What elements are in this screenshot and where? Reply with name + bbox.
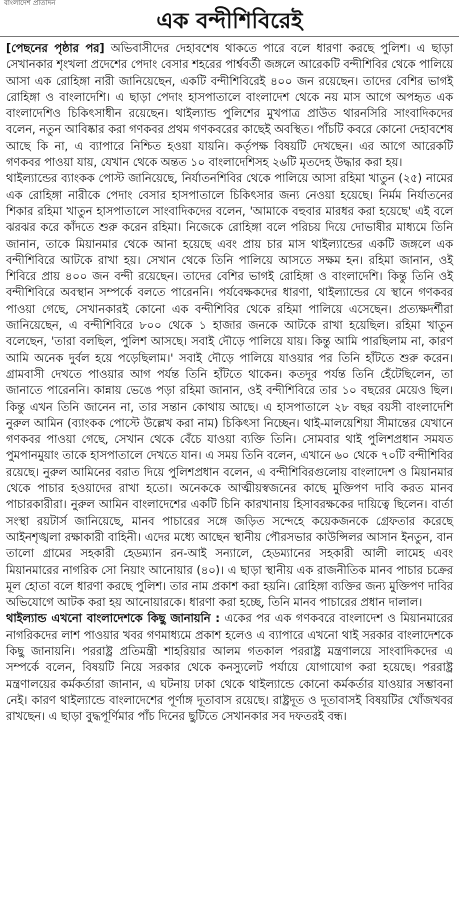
paragraph-1	[6, 41, 453, 171]
paragraph-3	[6, 611, 453, 725]
article-body	[0, 39, 459, 725]
paragraph-1-text: অভিবাসীদের দেহাবশেষ থাকতে পারে বলে ধারণা করছে পুলিশ। এ ছাড়া সেখানকার শৃংখলা প্রদেশের পেদাং বেসার শহরের পার্শ্ববর্তী জঙ্গলে আরেকটি বন্দীশিবির থেকে পালিয়ে আসা এক রোহিঙ্গা নারী জানিয়েছেন, একটি বন্দীশিবিরেই ৪০০ জন রয়েছেন। তাদের বেশির ভাগই রোহিঙ্গা ও বাংলাদেশি। এ ছাড়া পেদাং হাসপাতালে বাংলাদেশ থেকে নয় মাস আগে অপহৃত এক বাংলাদেশিও চিকিৎসাধীন রয়েছেন। থাইল্যান্ড পুলিশের মুখপাত্র প্রাউত থারনসিরি সাংবাদিকদের বলেন, নতুন আবিষ্কার করা গণকবর প্রথম গণকবরের কাছেই অবস্থিত। পাঁচটি কবরে কোনো দেহাবশেষ আছে কি না, এ ব্যাপারে নিশ্চিত হওয়া যায়নি। কর্তৃপক্ষ বিষয়টি দেখছেন। এর আগে আরেকটি গণকবর পাওয়া যায়, যেখান থেকে অন্তত ১০ বাংলাদেশিসহ ২৬টি মৃতদেহ উদ্ধার করা হয়।	[6, 42, 453, 170]
paragraph-3-text: একের পর এক গণকবরে বাংলাদেশ ও মিয়ানমারের নাগরিকদের লাশ পাওয়ার খবর গণমাধ্যমে প্রকাশ হলেও এ ব্যাপারে এখনো থাই সরকার বাংলাদেশকে কিছু জানায়নি। পররাষ্ট্র প্রতিমন্ত্রী শাহরিয়ার আলম গতকাল পররাষ্ট্র মন্ত্রণালয়ে সাংবাদিকদের এ সম্পর্কে বলেন, বিষয়টি নিয়ে সরকার থেকে কনস্যুলেট পর্যায়ে যোগাযোগ করা হয়েছে। পররাষ্ট্র মন্ত্রণালয়ের কর্মকর্তারা জানান, এ ঘটনায় ঢাকা থেকে থাইল্যান্ডে কোনো কর্মকর্তার যাওয়ার সম্ভাবনা নেই। কারণ থাইল্যান্ডে বাংলাদেশের পূর্ণাঙ্গ দূতাবাস রয়েছে। রাষ্ট্রদূত ও দূতাবাসই বিষয়টির খোঁজখবর রাখছেন। এ ছাড়া বুদ্ধপূর্ণিমার পাঁচ দিনের ছুটিতে সেখানকার সব দফতরই বন্ধ।	[6, 612, 453, 724]
continued-from-marker: [পেছনের পৃষ্ঠার পর]	[6, 42, 105, 55]
paragraph-2: থাইল্যান্ডের ব্যাংকক পোস্ট জানিয়েছে, নির্যাতনশিবির থেকে পালিয়ে আসা রহিমা খাতুন (২৫) নামের এক রোহিঙ্গা নারীকে পেদাং বেসার হাসপাতালে চিকিৎসার জন্য নেওয়া হয়েছে। নির্মম নির্যাতনের শিকার রহিমা খাতুন হাসপাতালে সাংবাদিকদের বলেন, 'আমাকে বহুবার মারধর করা হয়েছে' এই বলে ঝরঝর করে কাঁদতে শুরু করেন রহিমা। নিজেকে রোহিঙ্গা বলে পরিচয় দিয়ে দোভাষীর মাধ্যমে তিনি জানান, তাকে মিয়ানমার থেকে আনা হয়েছে এবং প্রায় চার মাস থাইল্যান্ডের একটি জঙ্গলে এক বন্দীশিবিরে আটকে রাখা হয়। সেখান থেকে তিনি পালিয়ে আসতে সক্ষম হন। রহিমা জানান, ওই শিবিরে প্রায় ৪০০ জন বন্দী রয়েছেন। তাদের বেশির ভাগই রোহিঙ্গা ও বাংলাদেশি। কিন্তু তিনি ওই বন্দীশিবিরে অবস্থান সম্পর্কে বলতে পারেননি। পর্যবেক্ষকদের ধারণা, থাইল্যান্ডের যে স্থানে গণকবর পাওয়া গেছে, সেখানকারই কোনো এক বন্দীশিবির থেকে রহিমা পালিয়ে এসেছেন। প্রত্যক্ষদর্শীরা জানিয়েছেন, এ বন্দীশিবিরে ৮০০ থেকে ১ হাজার জনকে আটকে রাখা হয়েছিল। রহিমা খাতুন বলেছেন, 'তারা বলছিল, পুলিশ আসছে। সবাই দৌড়ে পালিয়ে যায়। কিন্তু আমি পারছিলাম না, কারণ আমি অনেক দুর্বল হয়ে পড়েছিলাম।' সবাই দৌড়ে পালিয়ে যাওয়ার পর তিনি হাঁটতে শুরু করেন। গ্রামবাসী দেখতে পাওয়ার আগ পর্যন্ত তিনি হাঁটতে থাকেন। কতদূর পর্যন্ত তিনি হেঁটেছিলেন, তা জানাতে পারেননি। কান্নায় ভেঙে পড়া রহিমা জানান, ওই বন্দীশিবিরে তার ১০ বছরের মেয়েও ছিল। কিন্তু এখন তিনি জানেন না, তার সন্তান কোথায় আছে। এ হাসপাতালে ২৮ বছর বয়সী বাংলাদেশি নুরুল আমিন (ব্যাংকক পোস্টে উল্লেখ করা নাম) চিকিৎসা নিচ্ছেন। থাই-মালয়েশিয়া সীমান্তের যেখানে গণকবর পাওয়া গেছে, সেখান থেকে বেঁচে যাওয়া ব্যক্তি তিনি। সোমবার থাই পুলিশপ্রধান সমযত পুমপানমুয়াং তাকে হাসপাতালে দেখতে যান। এ সময় তিনি বলেন, এখানে ৬০ থেকে ৭০টি বন্দীশিবির রয়েছে। নুরুল আমিনের বরাত দিয়ে পুলিশপ্রধান বলেন, এ বন্দীশিবিরগুলোয় বাংলাদেশ ও মিয়ানমার থেকে পাচার হওয়াদের রাখা হতো। অনেককে আত্মীয়স্বজনের কাছে মুক্তিপণ দাবি করত মানব পাচারকারীরা। নুরুল আমিন বাংলাদেশের একটি চিনি কারখানায় হিসাবরক্ষকের দায়িত্বে ছিলেন। বার্তা সংস্থা রয়টার্স জানিয়েছে, মানব পাচারের সঙ্গে জড়িত সন্দেহে কয়েকজনকে গ্রেফতার করেছে আইনশৃঙ্খলা রক্ষাকারী বাহিনী। এদের মধ্যে আছেন স্থানীয় পৌরসভার কাউন্সিলর আসান ইনতুন, বান তালো গ্রামের সহকারী হেডম্যান রন-আই সন্যালে, হেডম্যানের সহকারী আলী লামেহ এবং মিয়ানমারের নাগরিক সো নিয়াং আনোয়ার (৪০)। এ ছাড়া স্থানীয় এক রাজনীতিক মানব পাচার চক্রের মূল হোতা বলে ধারণা করছে পুলিশ। তার নাম প্রকাশ করা হয়নি। রোহিঙ্গা ব্যক্তির জন্য মুক্তিপণ দাবির অভিযোগে আটক করা হয় আনোয়ারকে। ধারণা করা হচ্ছে, তিনি মানব পাচারের প্রধান দালাল।	[6, 172, 453, 610]
subheading: থাইল্যান্ড এখনো বাংলাদেশকে কিছু জানায়নি :	[6, 612, 220, 626]
headline: এক বন্দীশিবিরেই	[0, 9, 459, 37]
top-strip: বাংলাদেশ প্রতিদিন	[4, 0, 56, 7]
